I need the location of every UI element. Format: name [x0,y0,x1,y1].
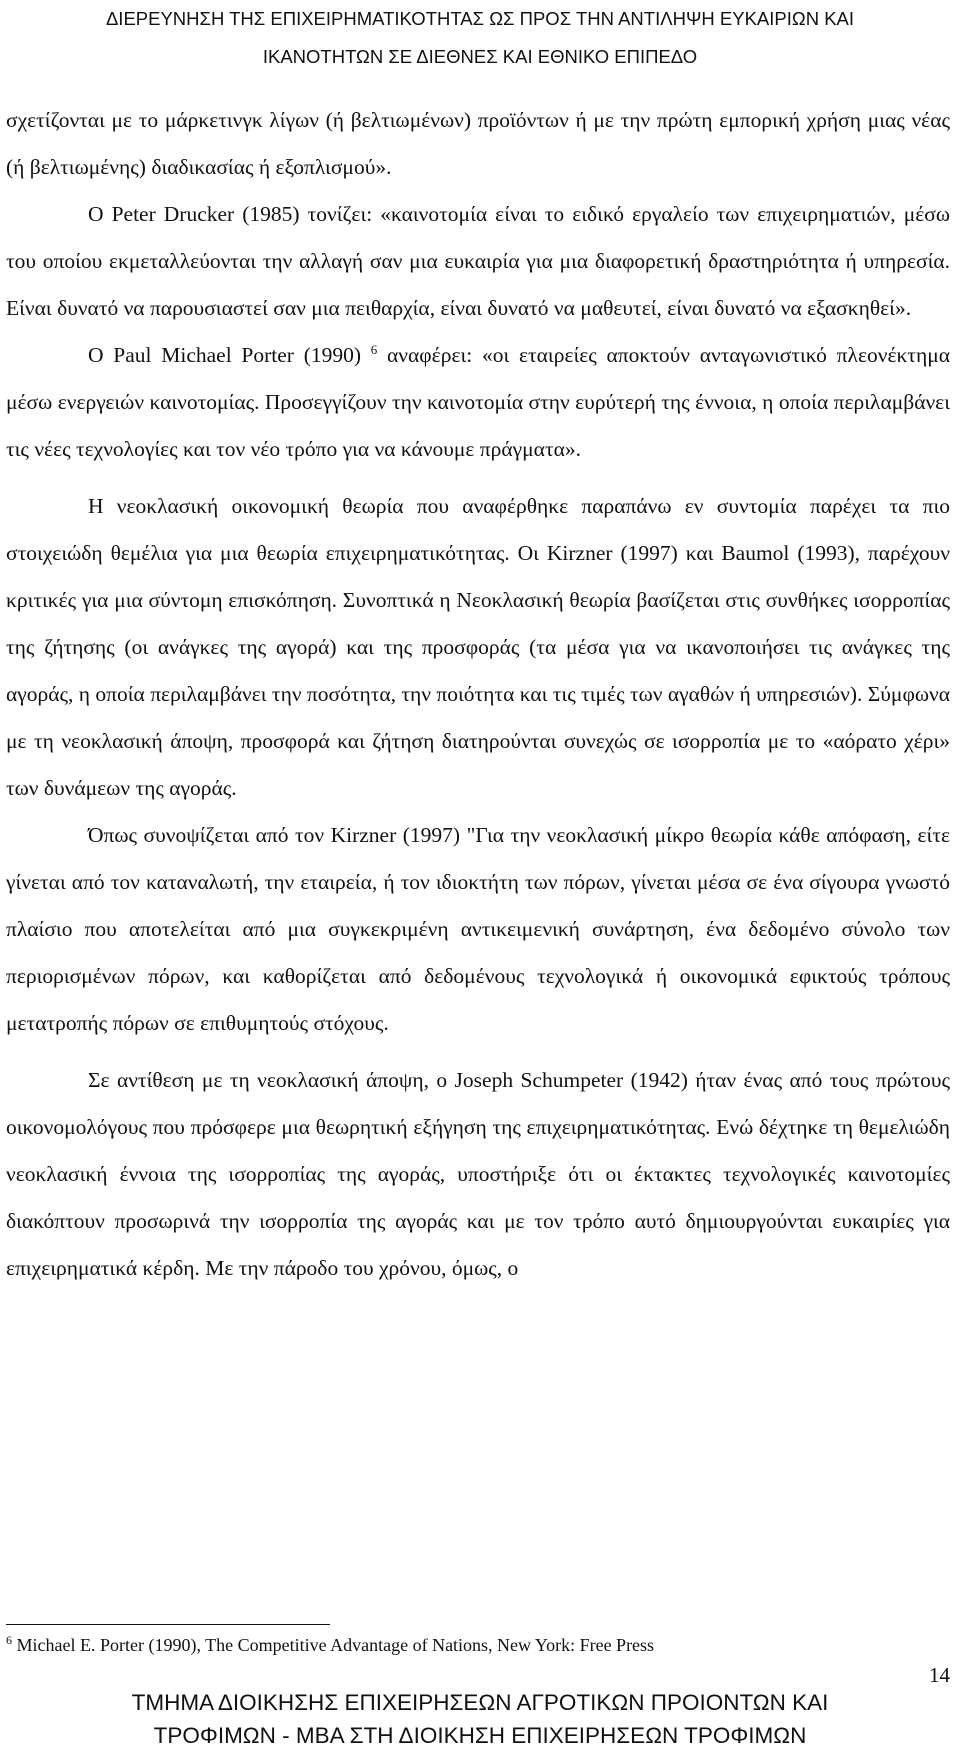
header-line-1: ΔΙΕΡΕΥΝΗΣΗ ΤΗΣ ΕΠΙΧΕΙΡΗΜΑΤΙΚΟΤΗΤΑΣ ΩΣ ΠΡΟΣ ΤΗΝ ΑΝΤΙΛΗΨΗ ΕΥΚΑΙΡΙΩΝ ΚΑΙ [105,8,855,29]
porter-text-end: αναφέρει: «οι εταιρείες αποκτούν ανταγωνιστικό πλεονέκτημα μέσω ενεργειών καινοτομίας. Προσεγγίζουν την καινοτομία στην ευρύτερή της έννοια, η οποία περιλαμβάνει τις νέες τεχνολογίες και τον νέο τρόπο για να κάνουμε πράγματα». [6,343,950,461]
running-header [0,0,960,76]
footnote-text: Michael E. Porter (1990), The Competitive Advantage of Nations, New York: Free Press [12,1635,655,1655]
header-line-2: ΙΚΑΝΟΤΗΤΩΝ ΣΕ ΔΙΕΘΝΕΣ ΚΑΙ ΕΘΝΙΚΟ ΕΠΙΠΕΔΟ [262,46,698,67]
footnote-reference: 6 [370,341,378,357]
footnote-divider [6,1624,330,1625]
paragraph-drucker: Ο Peter Drucker (1985) τονίζει: «καινοτομία είναι το ειδικό εργαλείο των επιχειρηματιών, μέσω του οποίου εκμεταλλεύονται την αλλαγή σαν μια ευκαιρία για μια διαφορετική δραστηριότητα ή υπηρεσία. Είναι δυνατό να παρουσιαστεί σαν μια πειθαρχία, είναι δυνατό να μαθευτεί, είναι δυνατό να εξασκηθεί». [6,202,950,320]
running-footer [0,1686,960,1752]
footnote-mark: 6 [6,1633,12,1647]
paragraph-continuation: σχετίζονται με το μάρκετινγκ λίγων (ή βελτιωμένων) προϊόντων ή με την πρώτη εμπορική χρήση μιας νέας (ή βελτιωμένης) διαδικασίας ή εξοπλισμού». [6,108,950,179]
footer-line-2: ΤΡΟΦΙΜΩΝ - ΜΒΑ ΣΤΗ ΔΙΟΙΚΗΣΗ ΕΠΙΧΕΙΡΗΣΕΩΝ ΤΡΟΦΙΜΩΝ [153,1723,807,1748]
paragraph-schumpeter: Σε αντίθεση με τη νεοκλασική άποψη, ο Joseph Schumpeter (1942) ήταν ένας από τους πρώτους οικονομολόγους που πρόσφερε μια θεωρητική εξήγηση της επιχειρηματικότητας. Ενώ δέχτηκε τη θεμελιώδη νεοκλασική έννοια της ισορροπίας της αγοράς, υποστήριξε ότι οι έκτακτες τεχνολογικές καινοτομίες διακόπτουν προσωρινά την ισορροπία της αγοράς και με τον τρόπο αυτό δημιουργούνται ευκαιρίες για επιχειρηματικά κέρδη. Με την πάροδο του χρόνου, όμως, ο [6,1068,950,1280]
paragraph-porter [6,332,950,473]
footnote [6,1630,906,1660]
footer-line-1: ΤΜΗΜΑ ΔΙΟΙΚΗΣΗΣ ΕΠΙΧΕΙΡΗΣΕΩΝ ΑΓΡΟΤΙΚΩΝ ΠΡΟΙΟΝΤΩΝ ΚΑΙ [131,1690,829,1715]
paragraph-neoclassical: Η νεοκλασική οικονομική θεωρία που αναφέρθηκε παραπάνω εν συντομία παρέχει τα πιο στοιχειώδη θεμέλια για μια θεωρία επιχειρηματικότητας. Οι Kirzner (1997) και Baumol (1993), παρέχουν κριτικές για μια σύντομη επισκόπηση. Συνοπτικά η Νεοκλασική θεωρία βασίζεται στις συνθήκες ισορροπίας της ζήτησης (οι ανάγκες της αγορά) και της προσφοράς (τα μέσα για να ικανοποιήσει τις ανάγκες της αγοράς, η οποία περιλαμβάνει την ποσότητα, την ποιότητα και τις τιμές των αγαθών ή υπηρεσιών). Σύμφωνα με τη νεοκλασική άποψη, προσφορά και ζήτηση διατηρούνται συνεχώς σε ισορροπία με το «αόρατο χέρι» των δυνάμεων της αγοράς. [6,494,950,800]
body-text [6,97,950,1292]
paragraph-kirzner: Όπως συνοψίζεται από τον Kirzner (1997) "Για την νεοκλασική μίκρο θεωρία κάθε απόφαση, είτε γίνεται από τον καταναλωτή, την εταιρεία, ή τον ιδιοκτήτη των πόρων, γίνεται μέσα σε ένα σίγουρα γνωστό πλαίσιο που αποτελείται από μια συγκεκριμένη αντικειμενική συνάρτηση, ένα δεδομένο σύνολο των περιορισμένων πόρων, και καθορίζεται από δεδομένους τεχνολογικά ή οικονομικά εφικτούς τρόπους μετατροπής πόρων σε επιθυμητούς στόχους. [6,823,950,1035]
page-number: 14 [929,1663,950,1687]
porter-text-start: Ο Paul Michael Porter (1990) [88,343,362,367]
